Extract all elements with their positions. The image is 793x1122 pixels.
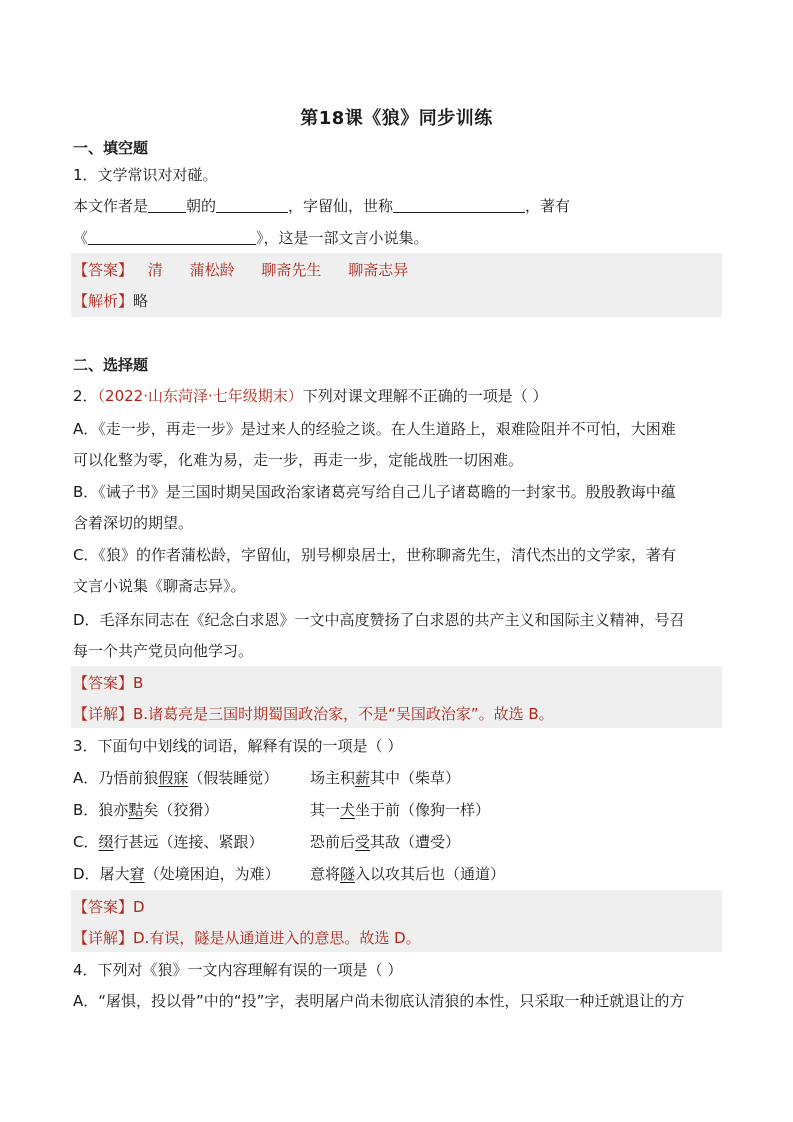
q3-option-a: A．乃悟前狼假寐（假装睡觉） 场主积薪其中（柴草）	[73, 769, 461, 787]
q3-option-d: D．屠大窘（处境困迫，为难） 意将隧入以攻其后也（通道）	[73, 865, 506, 883]
q3-option-c: C．缀行甚远（连接、紧跟） 恐前后受其敌（遭受）	[73, 833, 461, 851]
q2-source: （2022·山东菏泽·七年级期末）	[97, 387, 303, 405]
q1-analysis: 【解析】略	[73, 292, 149, 310]
page-title: 第18课《狼》同步训练	[300, 108, 493, 129]
q2-option-c-line1: C．《狼》的作者蒲松龄，字留仙，别号柳泉居士，世称聊斋先生，清代杰出的文学家，著有	[73, 546, 676, 564]
blank-dynasty	[148, 196, 186, 213]
q3-option-b: B．狼亦黠矣（狡猾） 其一犬坐于前（像狗一样）	[73, 801, 491, 819]
q3-stem: 3．下面句中划线的词语，解释有误的一项是（ ）	[73, 737, 403, 755]
q1-answer: 【答案】 清 蒲松龄 聊斋先生 聊斋志异	[73, 261, 409, 279]
q4-option-a-line1: A．“屠惧，投以骨”中的“投”字，表明屠户尚未彻底认清狼的本性，只采取一种迁就退让的方	[73, 992, 685, 1010]
q2-option-b-line2: 含着深切的期望。	[73, 514, 194, 532]
section-heading-fill-blank: 一、填空题	[73, 139, 149, 157]
q2-option-d-line1: D．毛泽东同志在《纪念白求恩》一文中高度赞扬了白求恩的共产主义和国际主义精神，号召	[73, 611, 685, 629]
q2-option-b-line1: B．《诫子书》是三国时期吴国政治家诸葛亮写给自己儿子诸葛瞻的一封家书。殷殷教诲中蕴	[73, 483, 676, 501]
section-heading-choice: 二、选择题	[73, 356, 149, 374]
blank-title	[393, 196, 525, 213]
q4-stem: 4．下列对《狼》一文内容理解有误的一项是（ ）	[73, 961, 403, 979]
q1-line-a: 本文作者是 朝的 ，字留仙，世称 ，著有	[73, 197, 571, 215]
q2-option-a-line2: 可以化整为零，化难为易，走一步，再走一步，定能战胜一切困难。	[73, 451, 524, 469]
q2-option-c-line2: 文言小说集《聊斋志异》。	[73, 577, 246, 595]
q2-option-a-line1: A．《走一步，再走一步》是过来人的经验之谈。在人生道路上，艰难险阻并不可怕，大困难	[73, 420, 676, 438]
q3-answer: 【答案】D	[73, 898, 145, 916]
q2-detail: 【详解】B.诸葛亮是三国时期蜀国政治家，不是“吴国政治家”。故选 B。	[73, 705, 554, 723]
q2-answer: 【答案】B	[73, 674, 144, 692]
q2-option-d-line2: 每一个共产党员向他学习。	[73, 642, 254, 660]
q1-stem: 1．文学常识对对碰。	[73, 166, 218, 184]
q2-stem: 2．（2022·山东菏泽·七年级期末）下列对课文理解不正确的一项是（ ）	[73, 387, 548, 405]
blank-author	[216, 196, 288, 213]
q1-line-b: 《 》，这是一部文言小说集。	[73, 229, 429, 247]
blank-book	[88, 228, 256, 245]
q3-detail: 【详解】D.有误，隧是从通道进入的意思。故选 D。	[73, 929, 421, 947]
